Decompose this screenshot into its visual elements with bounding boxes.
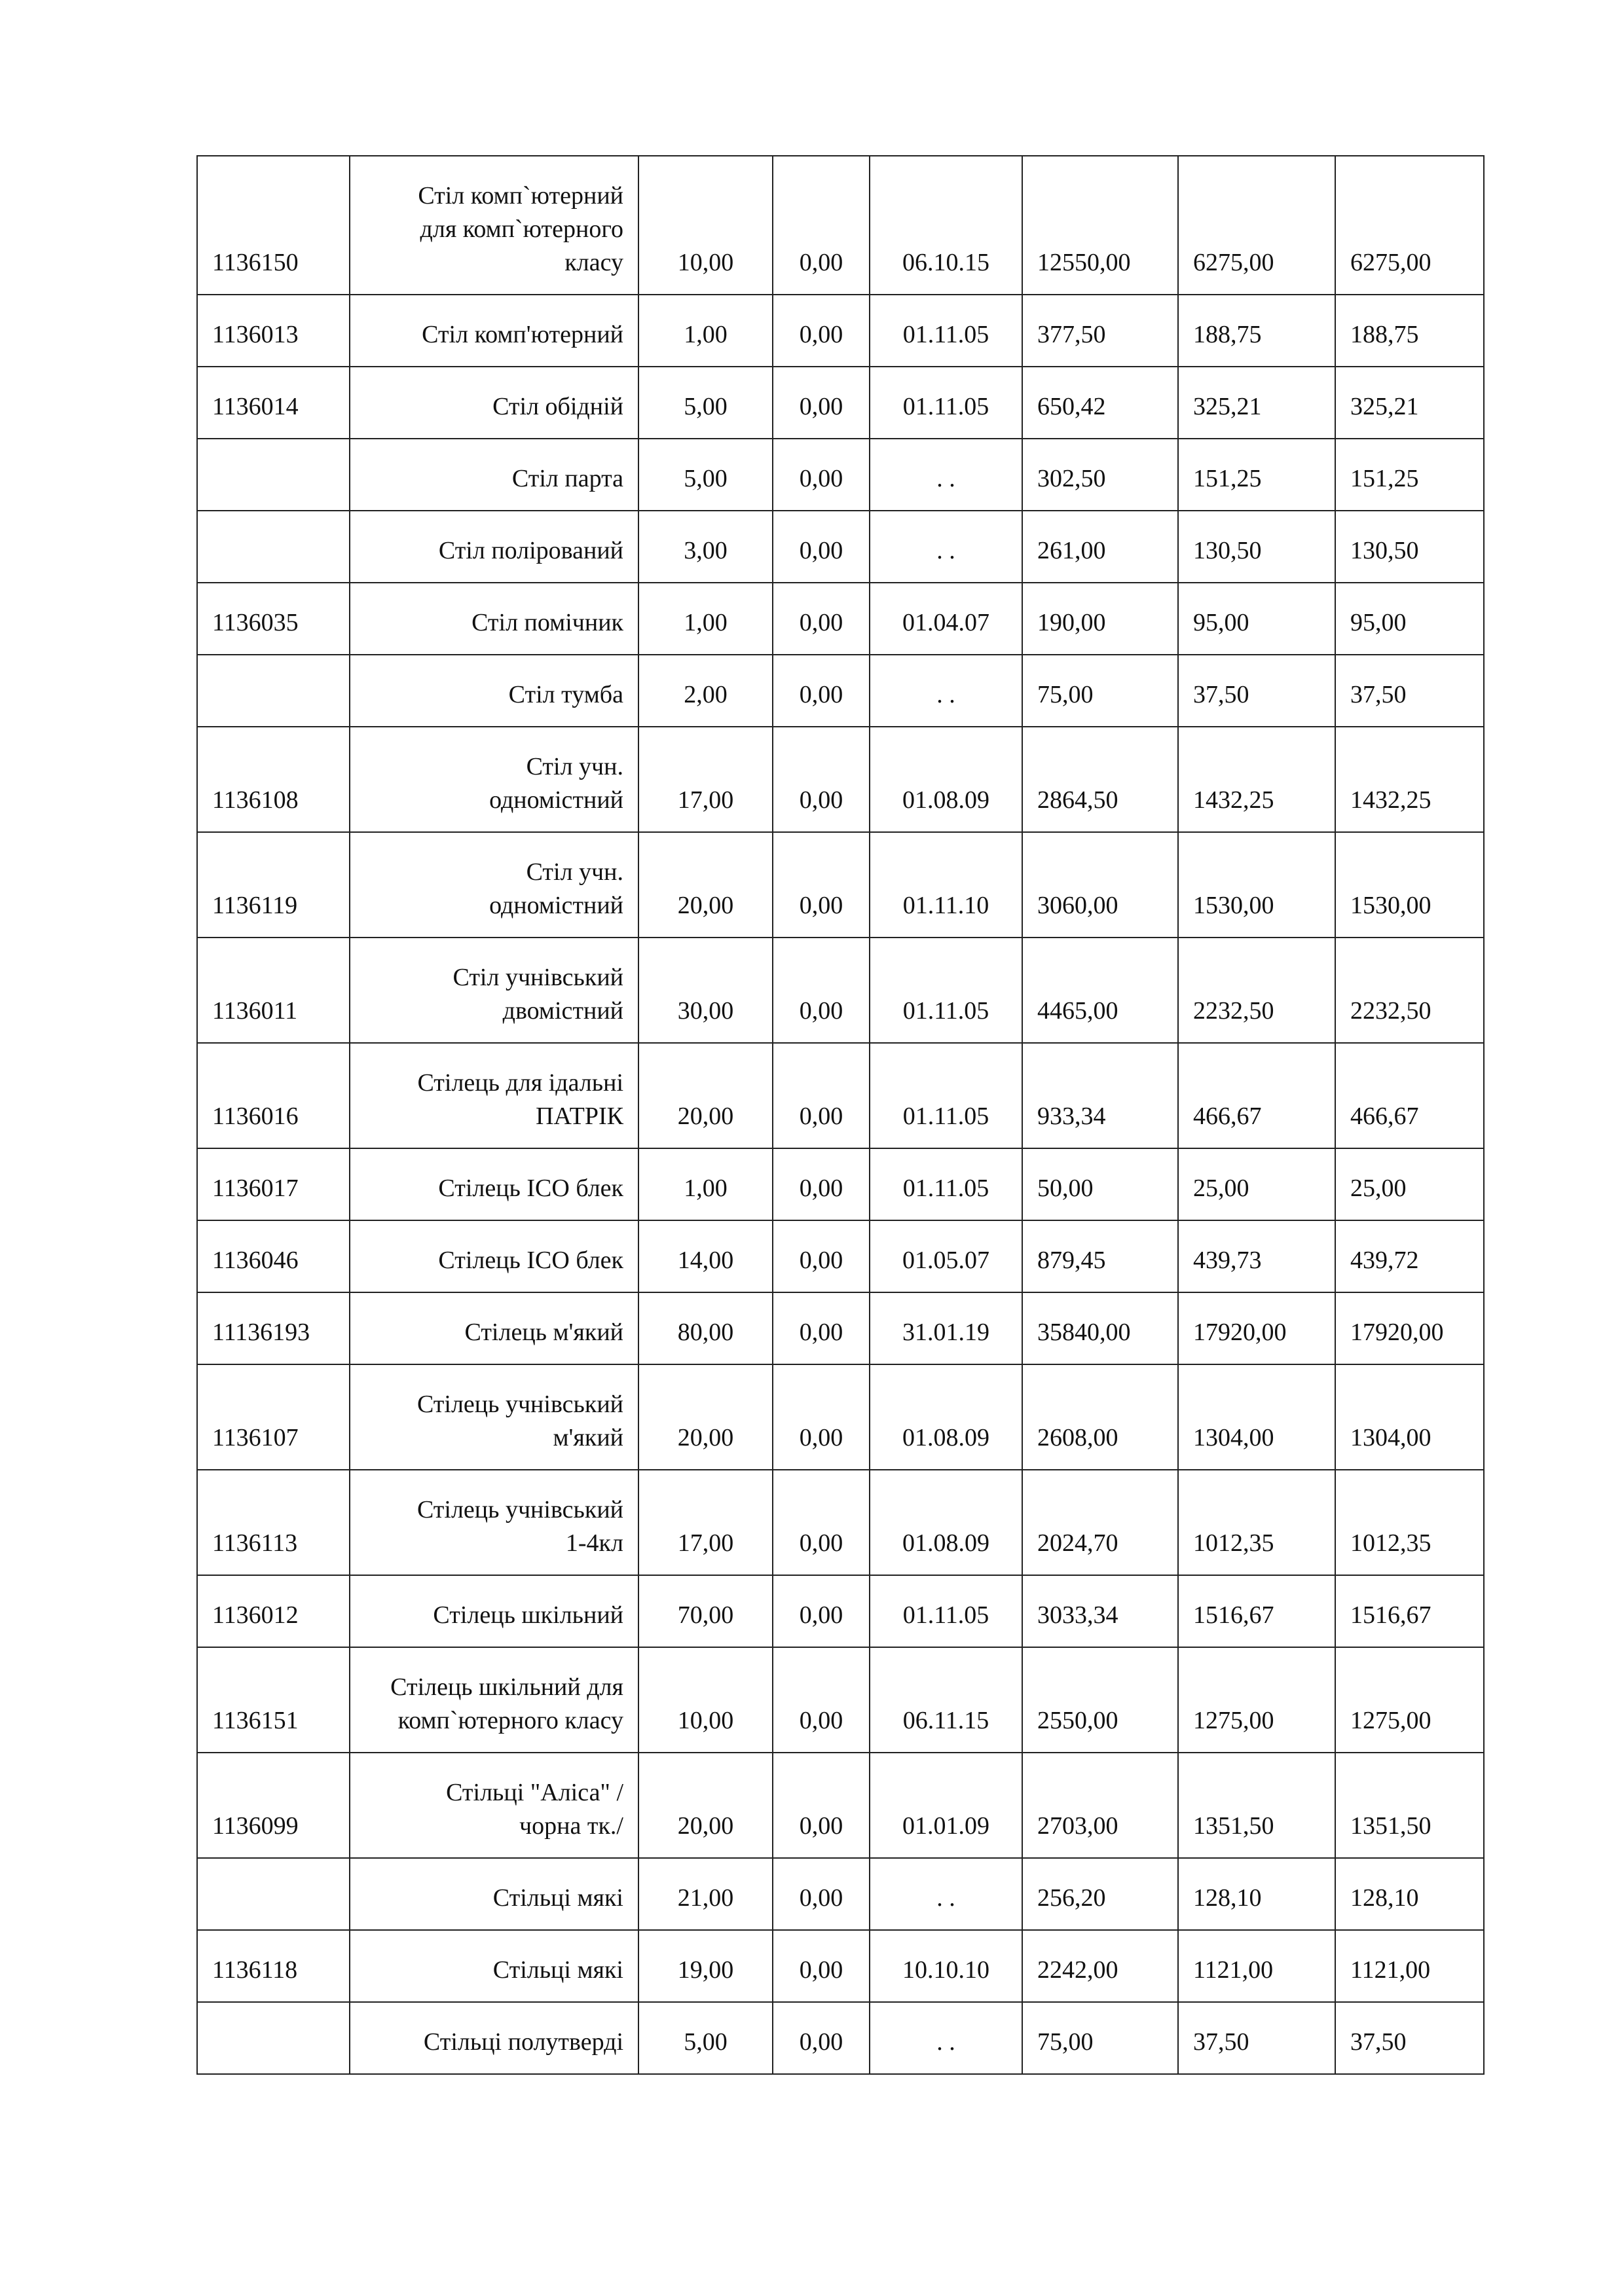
inventory-code-cell: [197, 2002, 350, 2074]
item-name-cell: [350, 1858, 638, 1930]
date-cell: 01.11.05: [870, 367, 1022, 439]
item-name-line: класу: [564, 249, 623, 276]
item-name-cell: [350, 295, 638, 367]
item-name-line: Стіл комп`ютерний: [418, 182, 623, 210]
date-cell: . .: [870, 1858, 1022, 1930]
item-name-line: Стілець ІСО блек: [438, 1175, 623, 1202]
date-cell: 01.11.05: [870, 938, 1022, 1043]
half-value-cell-2: 466,67: [1335, 1043, 1484, 1148]
table-row: [197, 1043, 1484, 1148]
item-name-cell: [350, 439, 638, 511]
inventory-code-cell: 1136150: [197, 156, 350, 295]
item-name-line: одномістний: [489, 786, 623, 814]
quantity-cell: 19,00: [638, 1930, 773, 2002]
inventory-code-cell: 11136193: [197, 1292, 350, 1364]
table-row: [197, 1220, 1484, 1292]
quantity-cell: 21,00: [638, 1858, 773, 1930]
item-name-cell: [350, 1148, 638, 1220]
inventory-table: [196, 155, 1485, 2075]
total-value-cell: 650,42: [1022, 367, 1178, 439]
total-value-cell: 377,50: [1022, 295, 1178, 367]
total-value-cell: 2024,70: [1022, 1470, 1178, 1575]
item-name-line: Стілець учнівський: [416, 1496, 623, 1523]
item-name-cell: [350, 511, 638, 583]
quantity-cell: 17,00: [638, 727, 773, 832]
inventory-code-cell: 1136011: [197, 938, 350, 1043]
total-value-cell: 50,00: [1022, 1148, 1178, 1220]
half-value-cell-2: 1351,50: [1335, 1753, 1484, 1858]
inventory-code-cell: 1136013: [197, 295, 350, 367]
inventory-code-cell: 1136012: [197, 1575, 350, 1647]
item-name-cell: [350, 1364, 638, 1470]
zero-value-cell: 0,00: [773, 655, 870, 727]
date-cell: 01.11.05: [870, 1575, 1022, 1647]
table-row: [197, 1858, 1484, 1930]
half-value-cell-2: 439,72: [1335, 1220, 1484, 1292]
half-value-cell: 1121,00: [1178, 1930, 1335, 2002]
date-cell: 01.11.05: [870, 295, 1022, 367]
item-name-line: Стіл учн.: [526, 753, 623, 780]
zero-value-cell: 0,00: [773, 511, 870, 583]
total-value-cell: 933,34: [1022, 1043, 1178, 1148]
inventory-code-cell: [197, 511, 350, 583]
total-value-cell: 75,00: [1022, 655, 1178, 727]
half-value-cell: 37,50: [1178, 655, 1335, 727]
inventory-code-cell: 1136107: [197, 1364, 350, 1470]
item-name-line: Стіл учнівський: [452, 964, 623, 991]
half-value-cell-2: 2232,50: [1335, 938, 1484, 1043]
zero-value-cell: 0,00: [773, 1148, 870, 1220]
zero-value-cell: 0,00: [773, 1858, 870, 1930]
item-name-line: Стілець учнівський: [416, 1391, 623, 1418]
quantity-cell: 2,00: [638, 655, 773, 727]
zero-value-cell: 0,00: [773, 1470, 870, 1575]
total-value-cell: 12550,00: [1022, 156, 1178, 295]
half-value-cell: 1012,35: [1178, 1470, 1335, 1575]
half-value-cell-2: 37,50: [1335, 2002, 1484, 2074]
item-name-line: Стілець м'який: [464, 1319, 623, 1346]
half-value-cell: 25,00: [1178, 1148, 1335, 1220]
zero-value-cell: 0,00: [773, 1930, 870, 2002]
total-value-cell: 2703,00: [1022, 1753, 1178, 1858]
item-name-line: Стіл парта: [511, 465, 623, 492]
inventory-code-cell: [197, 439, 350, 511]
half-value-cell: 2232,50: [1178, 938, 1335, 1043]
item-name-cell: [350, 1220, 638, 1292]
zero-value-cell: 0,00: [773, 938, 870, 1043]
table-row: [197, 1753, 1484, 1858]
half-value-cell: 1304,00: [1178, 1364, 1335, 1470]
half-value-cell-2: 1304,00: [1335, 1364, 1484, 1470]
quantity-cell: 1,00: [638, 583, 773, 655]
date-cell: . .: [870, 655, 1022, 727]
item-name-cell: [350, 1930, 638, 2002]
item-name-cell: [350, 832, 638, 938]
inventory-code-cell: 1136099: [197, 1753, 350, 1858]
quantity-cell: 10,00: [638, 156, 773, 295]
date-cell: 01.01.09: [870, 1753, 1022, 1858]
inventory-code-cell: 1136035: [197, 583, 350, 655]
table-row: [197, 583, 1484, 655]
item-name-line: Стілець для ідальні: [417, 1069, 623, 1097]
total-value-cell: 3060,00: [1022, 832, 1178, 938]
half-value-cell-2: 1121,00: [1335, 1930, 1484, 2002]
total-value-cell: 261,00: [1022, 511, 1178, 583]
item-name-line: Стілець шкільний для: [390, 1673, 623, 1701]
zero-value-cell: 0,00: [773, 1575, 870, 1647]
item-name-line: Стілець ІСО блек: [438, 1247, 623, 1274]
date-cell: 06.11.15: [870, 1647, 1022, 1753]
half-value-cell-2: 188,75: [1335, 295, 1484, 367]
item-name-cell: [350, 367, 638, 439]
half-value-cell-2: 1530,00: [1335, 832, 1484, 938]
half-value-cell-2: 130,50: [1335, 511, 1484, 583]
table-row: [197, 938, 1484, 1043]
half-value-cell-2: 95,00: [1335, 583, 1484, 655]
zero-value-cell: 0,00: [773, 583, 870, 655]
half-value-cell: 1530,00: [1178, 832, 1335, 938]
total-value-cell: 35840,00: [1022, 1292, 1178, 1364]
half-value-cell: 128,10: [1178, 1858, 1335, 1930]
quantity-cell: 14,00: [638, 1220, 773, 1292]
item-name-line: Стіл учн.: [526, 858, 623, 886]
quantity-cell: 5,00: [638, 367, 773, 439]
table-row: [197, 439, 1484, 511]
item-name-line: комп`ютерного класу: [397, 1707, 623, 1734]
zero-value-cell: 0,00: [773, 1364, 870, 1470]
zero-value-cell: 0,00: [773, 2002, 870, 2074]
zero-value-cell: 0,00: [773, 367, 870, 439]
table-row: [197, 1470, 1484, 1575]
item-name-cell: [350, 1753, 638, 1858]
half-value-cell-2: 17920,00: [1335, 1292, 1484, 1364]
half-value-cell: 188,75: [1178, 295, 1335, 367]
date-cell: 01.08.09: [870, 1470, 1022, 1575]
half-value-cell-2: 37,50: [1335, 655, 1484, 727]
quantity-cell: 5,00: [638, 439, 773, 511]
date-cell: 01.08.09: [870, 1364, 1022, 1470]
item-name-line: Стільці "Аліса" /: [446, 1779, 623, 1806]
half-value-cell-2: 1012,35: [1335, 1470, 1484, 1575]
half-value-cell: 17920,00: [1178, 1292, 1335, 1364]
item-name-line: Стіл обідній: [492, 393, 623, 420]
date-cell: 01.04.07: [870, 583, 1022, 655]
total-value-cell: 190,00: [1022, 583, 1178, 655]
total-value-cell: 302,50: [1022, 439, 1178, 511]
half-value-cell: 439,73: [1178, 1220, 1335, 1292]
table-row: [197, 1292, 1484, 1364]
half-value-cell-2: 25,00: [1335, 1148, 1484, 1220]
date-cell: 01.11.10: [870, 832, 1022, 938]
zero-value-cell: 0,00: [773, 156, 870, 295]
item-name-line: двомістний: [502, 997, 623, 1025]
item-name-line: Стільці мякі: [492, 1884, 623, 1912]
date-cell: . .: [870, 439, 1022, 511]
date-cell: 01.11.05: [870, 1148, 1022, 1220]
half-value-cell-2: 128,10: [1335, 1858, 1484, 1930]
quantity-cell: 30,00: [638, 938, 773, 1043]
item-name-cell: [350, 2002, 638, 2074]
total-value-cell: 4465,00: [1022, 938, 1178, 1043]
date-cell: 10.10.10: [870, 1930, 1022, 2002]
zero-value-cell: 0,00: [773, 439, 870, 511]
zero-value-cell: 0,00: [773, 1043, 870, 1148]
quantity-cell: 5,00: [638, 2002, 773, 2074]
half-value-cell-2: 325,21: [1335, 367, 1484, 439]
zero-value-cell: 0,00: [773, 1753, 870, 1858]
item-name-line: одномістний: [489, 892, 623, 919]
total-value-cell: 2550,00: [1022, 1647, 1178, 1753]
item-name-cell: [350, 655, 638, 727]
table-row: [197, 511, 1484, 583]
date-cell: 01.05.07: [870, 1220, 1022, 1292]
item-name-cell: [350, 1043, 638, 1148]
zero-value-cell: 0,00: [773, 295, 870, 367]
table-row: [197, 1647, 1484, 1753]
half-value-cell-2: 6275,00: [1335, 156, 1484, 295]
table-row: [197, 156, 1484, 295]
total-value-cell: 2864,50: [1022, 727, 1178, 832]
quantity-cell: 3,00: [638, 511, 773, 583]
inventory-code-cell: 1136118: [197, 1930, 350, 2002]
item-name-line: Стіл полірований: [438, 537, 623, 564]
item-name-line: Стілець шкільний: [433, 1601, 623, 1629]
inventory-code-cell: 1136016: [197, 1043, 350, 1148]
total-value-cell: 2242,00: [1022, 1930, 1178, 2002]
item-name-line: для комп`ютерного: [420, 215, 623, 243]
item-name-line: 1-4кл: [565, 1529, 623, 1557]
half-value-cell: 95,00: [1178, 583, 1335, 655]
table-row: [197, 832, 1484, 938]
date-cell: 01.08.09: [870, 727, 1022, 832]
zero-value-cell: 0,00: [773, 1647, 870, 1753]
item-name-line: Стільці полутверді: [423, 2028, 623, 2056]
total-value-cell: 3033,34: [1022, 1575, 1178, 1647]
quantity-cell: 20,00: [638, 1753, 773, 1858]
half-value-cell-2: 151,25: [1335, 439, 1484, 511]
inventory-code-cell: 1136113: [197, 1470, 350, 1575]
inventory-code-cell: [197, 655, 350, 727]
item-name-line: Стіл помічник: [471, 609, 623, 636]
quantity-cell: 1,00: [638, 1148, 773, 1220]
inventory-code-cell: 1136014: [197, 367, 350, 439]
date-cell: 01.11.05: [870, 1043, 1022, 1148]
half-value-cell: 1275,00: [1178, 1647, 1335, 1753]
total-value-cell: 879,45: [1022, 1220, 1178, 1292]
date-cell: 06.10.15: [870, 156, 1022, 295]
item-name-line: чорна тк./: [519, 1812, 623, 1840]
item-name-cell: [350, 1575, 638, 1647]
item-name-line: Стіл комп'ютерний: [422, 321, 623, 348]
table-row: [197, 295, 1484, 367]
half-value-cell: 37,50: [1178, 2002, 1335, 2074]
date-cell: 31.01.19: [870, 1292, 1022, 1364]
item-name-line: Стіл тумба: [508, 681, 623, 708]
quantity-cell: 1,00: [638, 295, 773, 367]
inventory-code-cell: 1136017: [197, 1148, 350, 1220]
half-value-cell: 325,21: [1178, 367, 1335, 439]
zero-value-cell: 0,00: [773, 832, 870, 938]
half-value-cell: 1516,67: [1178, 1575, 1335, 1647]
zero-value-cell: 0,00: [773, 1292, 870, 1364]
inventory-code-cell: 1136108: [197, 727, 350, 832]
quantity-cell: 17,00: [638, 1470, 773, 1575]
half-value-cell-2: 1516,67: [1335, 1575, 1484, 1647]
total-value-cell: 256,20: [1022, 1858, 1178, 1930]
total-value-cell: 75,00: [1022, 2002, 1178, 2074]
table-row: [197, 655, 1484, 727]
inventory-code-cell: 1136046: [197, 1220, 350, 1292]
inventory-code-cell: 1136119: [197, 832, 350, 938]
half-value-cell: 130,50: [1178, 511, 1335, 583]
total-value-cell: 2608,00: [1022, 1364, 1178, 1470]
inventory-code-cell: 1136151: [197, 1647, 350, 1753]
zero-value-cell: 0,00: [773, 1220, 870, 1292]
half-value-cell-2: 1275,00: [1335, 1647, 1484, 1753]
table-body: [197, 156, 1484, 2074]
table-row: [197, 1930, 1484, 2002]
item-name-cell: [350, 156, 638, 295]
date-cell: . .: [870, 511, 1022, 583]
table-row: [197, 1364, 1484, 1470]
quantity-cell: 70,00: [638, 1575, 773, 1647]
item-name-cell: [350, 1647, 638, 1753]
item-name-line: ПАТРІК: [536, 1102, 623, 1130]
item-name-line: Стільці мякі: [492, 1956, 623, 1984]
inventory-code-cell: [197, 1858, 350, 1930]
half-value-cell: 466,67: [1178, 1043, 1335, 1148]
item-name-cell: [350, 938, 638, 1043]
half-value-cell: 6275,00: [1178, 156, 1335, 295]
item-name-line: м'який: [553, 1424, 623, 1451]
item-name-cell: [350, 727, 638, 832]
half-value-cell: 1432,25: [1178, 727, 1335, 832]
item-name-cell: [350, 1292, 638, 1364]
table-row: [197, 1148, 1484, 1220]
table-row: [197, 1575, 1484, 1647]
date-cell: . .: [870, 2002, 1022, 2074]
quantity-cell: 20,00: [638, 1043, 773, 1148]
quantity-cell: 20,00: [638, 1364, 773, 1470]
table-row: [197, 727, 1484, 832]
quantity-cell: 80,00: [638, 1292, 773, 1364]
half-value-cell-2: 1432,25: [1335, 727, 1484, 832]
item-name-cell: [350, 583, 638, 655]
quantity-cell: 20,00: [638, 832, 773, 938]
table-row: [197, 2002, 1484, 2074]
table-row: [197, 367, 1484, 439]
quantity-cell: 10,00: [638, 1647, 773, 1753]
half-value-cell: 1351,50: [1178, 1753, 1335, 1858]
half-value-cell: 151,25: [1178, 439, 1335, 511]
item-name-cell: [350, 1470, 638, 1575]
zero-value-cell: 0,00: [773, 727, 870, 832]
